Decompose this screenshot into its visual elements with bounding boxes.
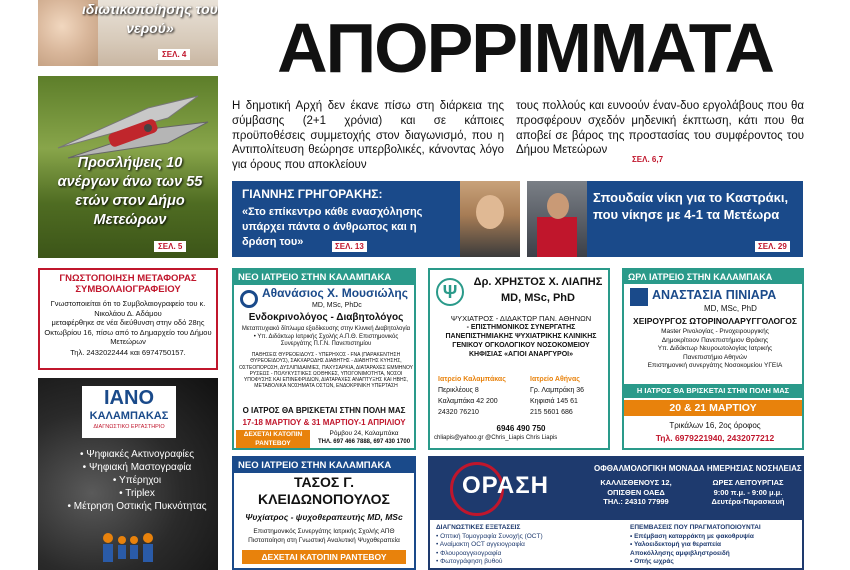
orasi-op: • Υαλοειδεκτομή για θεραπεία <box>630 541 722 548</box>
mousiolis-name: Αθανάσιος Χ. Μουσιώλης <box>262 286 408 300</box>
promo-jobs-page: ΣΕΛ. 5 <box>154 241 186 252</box>
piniara-dates: 20 & 21 ΜΑΡΤΙΟΥ <box>624 400 802 416</box>
orasi-addr-1: ΚΑΛΛΙΣΘΕΝΟΥΣ 12, <box>600 478 672 487</box>
liapis-line-1: ΨΥΧΙΑΤΡΟΣ - ΔΙΔΑΚΤΩΡ ΠΑΝ. ΑΘΗΝΩΝ <box>450 314 592 323</box>
main-headline[interactable]: ΑΠΟΡΡΙΜΜΑΤΑ <box>277 9 773 87</box>
article-page-ref: ΣΕΛ. 6,7 <box>632 155 664 164</box>
piniara-detail: Πανεπιστήμιο Αθηνών <box>682 353 748 361</box>
office-a-address: Περικλέους 8 <box>438 387 479 394</box>
orasi-exam: • Φλουρoαγγειογραφία <box>436 549 502 557</box>
orasi-hours-value: 9:00 π.μ. - 9:00 μ.μ. <box>713 487 783 497</box>
liapis-line-2: - ΕΠΙΣΤΗΜΟΝΙΚΟΣ ΣΥΝΕΡΓΑΤΗΣ <box>466 324 576 331</box>
orasi-exam: • Οπτική Τομογραφία Συνοχής (OCT) <box>436 532 543 540</box>
piniara-city-band: Η ΙΑΤΡΟΣ ΘΑ ΒΡΙΣΚΕΤΑΙ ΣΤΗΝ ΠΟΛΗ ΜΑΣ <box>624 384 802 398</box>
sports-page: ΣΕΛ. 29 <box>755 241 790 252</box>
orasi-op: • Επέμβαση καταρράκτη με φακοθρυψία <box>630 532 754 540</box>
orasi-hours-title: ΩΡΕΣ ΛΕΙΤΟΥΡΓΙΑΣ <box>712 478 784 487</box>
mousiolis-degrees: MD, MSc, PhDc <box>312 302 362 309</box>
notice-title: ΓΝΩΣΤΟΠΟΙΗΣΗ ΜΕΤΑΦΟΡΑΣ ΣΥΜΒΟΛΑΙΟΓΡΑΦΕΙΟΥ <box>59 273 197 295</box>
orasi-exam: • Φωτογράφηση βυθού <box>436 558 503 565</box>
kleid-specialty: Ψυχίατρος - ψυχοθεραπευτής MD, MSc <box>245 512 403 522</box>
orasi-exams-title: ΔΙΑΓΝΩΣΤΙΚΕΣ ΕΞΕΤΑΣΕΙΣ <box>436 524 521 531</box>
mousiolis-desc: Μεταπτυχιακό δίπλωμα εξειδίκευσης στην Κλινική Διαβητολογία • Υπ. Διδάκτωρ Ιατρικής Σχολής Α.Π.Θ. Επιστημονικός Συνεργάτης Π.Γ.Ν. Πανεπιστημίου <box>241 326 411 347</box>
promo-water-page: ΣΕΛ. 4 <box>158 49 190 60</box>
ad-liapis[interactable] <box>428 268 610 450</box>
sports-photo <box>527 181 587 257</box>
promo-water-title: ιδιωτικοποίησης του νερού» <box>82 1 218 36</box>
office-a-city: Καλαμπάκα 42 200 <box>438 398 498 405</box>
mousiolis-banner: ΝΕΟ ΙΑΤΡΕΙΟ ΣΤΗΝ ΚΑΛΑΜΠΑΚΑ <box>234 270 414 285</box>
piniara-logo-icon <box>630 288 648 306</box>
orasi-exam: • Αναίμακτη OCT αγγειογραφία <box>436 541 525 548</box>
iano-brand: ΙΑΝΟ <box>104 387 154 409</box>
office-b-city: Κηφισιά 145 61 <box>530 398 578 405</box>
article-column-2: τους πολλούς και ευνοούν έναν-δυο εργολάβους που θα προσφέρουν σχεδόν μηδενική έκπτωση, κάτι που θα αποβεί σε βάρος της προστασίας του συμφέροντος του Δήμου Μετεώρων <box>516 100 804 157</box>
iano-item: • Μέτρηση Οστικής Πυκνότητας <box>67 501 207 512</box>
orasi-address <box>586 478 686 507</box>
notice-phone: Τηλ. 2432022444 και 6974750157. <box>70 347 186 357</box>
iano-item: • Triplex <box>119 488 155 499</box>
sports-box[interactable] <box>587 181 803 257</box>
liapis-line-3: ΠΑΝΕΠΙΣΤΗΜΙΑΚΗΣ ΨΥΧΙΑΤΡΙΚΗΣ ΚΛΙΝΙΚΗΣ <box>445 333 597 340</box>
notary-notice[interactable] <box>38 268 218 370</box>
mousiolis-appointment: ΔΕΧΕΤΑΙ ΚΑΤΟΠΙΝ ΡΑΝΤΕΒΟΥ <box>236 430 310 448</box>
article-column-1: Η δημοτική Αρχή δεν έκανε πίσω στη διάρκεια της σύμβασης (2+1 χρόνια) και σε κάποιες προϋποθέσεις συμμετοχής στον διαγωνισμό, που η Αντιπολίτευση θεώρησε υπερβολικές, κάνοντας λόγο για όρους που αποκλείουν <box>232 100 504 172</box>
office-b-tel: 215 5601 686 <box>530 409 573 416</box>
orasi-tel: ΤΗΛ.: 24310 77999 <box>603 497 669 506</box>
liapis-social-1[interactable]: @Chris_Liapis <box>485 435 525 441</box>
orasi-addr-2: ΟΠΙΣΘΕΝ ΟΑΕΔ <box>607 487 665 497</box>
orasi-operations <box>630 524 800 567</box>
kleid-detail-2: Πιστοποίηση στη Γνωστική Αναλυτική Ψυχοθεραπεία <box>248 537 400 544</box>
mousiolis-address: Ρόμβου 24, Καλαμπάκα <box>329 430 399 437</box>
promo-jobs[interactable] <box>38 76 218 258</box>
kleid-banner: ΝΕΟ ΙΑΤΡΕΙΟ ΣΤΗΝ ΚΑΛΑΜΠΑΚΑ <box>234 458 414 473</box>
ad-piniara[interactable] <box>622 268 804 450</box>
mousiolis-services: ΠΑΘΗΣΕΙΣ ΘΥΡΕΟΕΙΔΟΥΣ - ΥΠΕΡΗΧΟΣ - FNA (ΠΑΡΑΚΕΝΤΗΣΗ ΘΥΡΕΟΕΙΔΟΥΣ), ΣΑΚΧΑΡΩΔΗΣ ΔΙΑΒΗΤΗΣ - ΔΙΑΒΗΤΗΣ ΚΥΗΣΗΣ, ΟΣΤΕΟΠΟΡΩΣΗ, ΔΥΣΛΙΠΙΔΑΙΜΙΕΣ, ΠΑΧΥΣΑΡΚΙΑ, ΔΙΑΤΑΡΑΧΕΣ ΕΜΜΗΝΟΥ ΡΥΣΕΩΣ - ΠΟΛΥΚΥΣΤΙΚΕΣ ΩΟΘΗΚΕΣ, ΥΠΟΓΟΝΙΜΟΤΗΤΑ, ΝΟΣΟΙ ΥΠΟΦΥΣΗΣ ΚΑΙ ΕΠΙΝΕΦΡΙΔΙΩΝ, ΔΙΑΤΑΡΑΧΕΣ ΑΝΑΠΤΥΞΗΣ ΚΑΙ ΗΒΗΣ, ΜΕΤΑΒΟΛΙΚΑ ΝΟΣΗΜΑΤΑ ΟΣΤΩΝ, ΕΝΔΟΚΡΙΝΙΚΗ ΥΠΕΡΤΑΣΗ <box>238 352 414 390</box>
liapis-mobile: 6946 490 750 <box>496 424 546 433</box>
interview-portrait <box>460 181 520 257</box>
office-b-address: Γρ. Λαμπράκη 36 <box>530 387 585 394</box>
piniara-detail: Δημοκρίτειον Πανεπιστήμιον Θράκης <box>661 336 769 344</box>
orasi-op: Αποκόλλησης αμφιβληστροειδή <box>630 549 730 557</box>
notice-body-1: Γνωστοποιείται ότι το Συμβολαιογραφείο του κ. Νικολάου Δ. Αδάμου <box>50 299 206 318</box>
iano-logo-box <box>82 386 176 438</box>
piniara-address: Τρικάλων 16, 2ος όροφος <box>669 421 761 430</box>
family-icon <box>98 530 158 566</box>
kleid-name-2: ΚΛΕΙΔΩΝΟΠΟΥΛΟΣ <box>258 491 390 507</box>
iano-city: ΚΑΛΑΜΠΑΚΑΣ <box>89 410 169 422</box>
liapis-line-4: ΓΕΝΙΚΟΥ ΟΓΚΟΛΟΓΙΚΟΥ ΝΟΣΟΚΟΜΕΙΟΥ <box>452 342 590 349</box>
notice-body-2: μεταφέρθηκε σε νέα διεύθυνση στην οδό 28ης Οκτωβρίου 16, πίσω από το Δημαρχείο του Δήμου Μετεώρων <box>44 318 212 346</box>
iano-subtitle: ΔΙΑΓΝΩΣΤΙΚΟ ΕΡΓΑΣΤΗΡΙΟ <box>93 424 165 430</box>
piniara-banner: ΩΡΛ ΙΑΤΡΕΙΟ ΣΤΗΝ ΚΑΛΑΜΠΑΚΑ <box>624 270 802 284</box>
kleid-appointment: ΔΕΧΕΤΑΙ ΚΑΤΟΠΙΝ ΡΑΝΤΕΒΟΥ <box>242 550 406 564</box>
iano-item: • Υπέρηχοι <box>112 475 162 486</box>
ad-mousiolis[interactable] <box>232 268 416 450</box>
orasi-op: • Οπής ωχράς <box>630 558 674 565</box>
piniara-specialty: ΧΕΙΡΟΥΡΓΟΣ ΩΤΟΡΙΝΟΛΑΡΥΓΓΟΛΟΓΟΣ <box>633 316 797 326</box>
orasi-brand: ΟΡΑΣΗ <box>462 472 549 499</box>
piniara-details <box>628 328 802 371</box>
piniara-name: ΑΝΑΣΤΑΣΙΑ ΠΙΝΙΑΡΑ <box>652 288 777 302</box>
promo-water[interactable] <box>38 0 218 66</box>
piniara-phones: Τηλ. 6979221940, 2432077212 <box>655 433 775 443</box>
liapis-office-a <box>438 374 522 418</box>
orasi-days: Δευτέρα-Παρασκευή <box>711 497 785 506</box>
mousiolis-logo-icon <box>240 290 258 308</box>
iano-ad[interactable] <box>38 378 218 570</box>
liapis-name: Δρ. ΧΡΗΣΤΟΣ Χ. ΛΙΑΠΗΣ <box>473 276 603 288</box>
ad-orasi[interactable] <box>428 456 804 570</box>
liapis-degrees: MD, MSc, PhD <box>501 292 575 304</box>
liapis-line-5: ΚΗΦΙΣΙΑΣ «ΑΓΙΟΙ ΑΝΑΡΓΥΡΟΙ» <box>469 351 573 358</box>
mousiolis-phones: ΤΗΛ. 697 466 7888, 697 430 1700 <box>317 439 411 445</box>
portrait-face <box>476 195 504 229</box>
mousiolis-dates: 17-18 ΜΑΡΤΙΟΥ & 31 ΜΑΡΤΙΟΥ-1 ΑΠΡΙΛΙΟΥ <box>242 418 406 427</box>
interview-name: ΓΙΑΝΝΗΣ ΓΡΗΓΟΡΑΚΗΣ: <box>242 187 383 201</box>
promo-jobs-title: Προσλήψεις 10 ανέργων άνω των 55 ετών στον Δήμο Μετεώρων <box>57 155 203 228</box>
piniara-detail: Επιστημονική συνεργάτης Νοσοκομείου ΥΓΕΙΑ <box>647 362 783 369</box>
sports-title: Σπουδαία νίκη για το Καστράκι, που νίκησε με 4-1 τα Μετέωρα <box>593 190 789 222</box>
iano-item: • Ψηφιακή Μαστογραφία <box>82 462 192 473</box>
office-a-tel: 24320 76210 <box>438 409 479 416</box>
orasi-unit: ΟΦΘΑΛΜΟΛΟΓΙΚΗ ΜΟΝΑΔΑ ΗΜΕΡΗΣΙΑΣ ΝΟΣΗΛΕΙΑΣ <box>594 464 802 473</box>
interview-quote: «Στο επίκεντρο κάθε ενασχόλησης υπάρχει πάντα ο άνθρωπος και η δράση του» <box>242 206 423 248</box>
iano-item: • Ψηφιακές Ακτινογραφίες <box>79 449 195 460</box>
interview-box[interactable] <box>232 181 520 257</box>
orasi-exams <box>436 524 616 567</box>
liapis-email[interactable]: chliapis@yahoo.gr <box>434 435 484 441</box>
player-shirt <box>537 217 577 257</box>
mousiolis-specialty: Ενδοκρινολόγος - Διαβητολόγος <box>248 312 404 323</box>
orasi-hours <box>696 478 800 507</box>
orasi-ops-title: ΕΠΕΜΒΑΣΕΙΣ ΠΟΥ ΠΡΑΓΜΑΤΟΠΟΙΟΥΝΤΑΙ <box>630 524 761 531</box>
liapis-contacts <box>434 435 608 441</box>
piniara-detail: Υπ. Διδάκτωρ Νευροωτολογίας Ιατρικής <box>657 345 773 352</box>
kleid-detail-1: Επιστημονικός Συνεργάτης Ιατρικής Σχολής ΑΠΘ <box>253 528 395 535</box>
liapis-social-2[interactable]: Chris Liapis <box>525 435 558 441</box>
piniara-degrees: MD, MSc, PhD <box>704 304 757 313</box>
office-a-label: Ιατρείο Καλαμπάκας <box>438 376 506 383</box>
mousiolis-city-band: Ο ΙΑΤΡΟΣ ΘΑ ΒΡΙΣΚΕΤΑΙ ΣΤΗΝ ΠΟΛΗ ΜΑΣ <box>242 406 406 415</box>
kleid-name-1: ΤΑΣΟΣ Γ. <box>294 474 354 490</box>
liapis-office-b <box>530 374 608 418</box>
ad-kleidonopoulos[interactable] <box>232 456 416 570</box>
piniara-detail: Master Ρινολογίας - Ρινοχειρουργικής <box>661 328 769 335</box>
psi-icon: Ψ <box>436 278 464 306</box>
player-head <box>547 193 569 219</box>
office-b-label: Ιατρείο Αθήνας <box>530 376 580 383</box>
interview-page: ΣΕΛ. 13 <box>332 241 367 252</box>
iano-services <box>62 448 212 513</box>
